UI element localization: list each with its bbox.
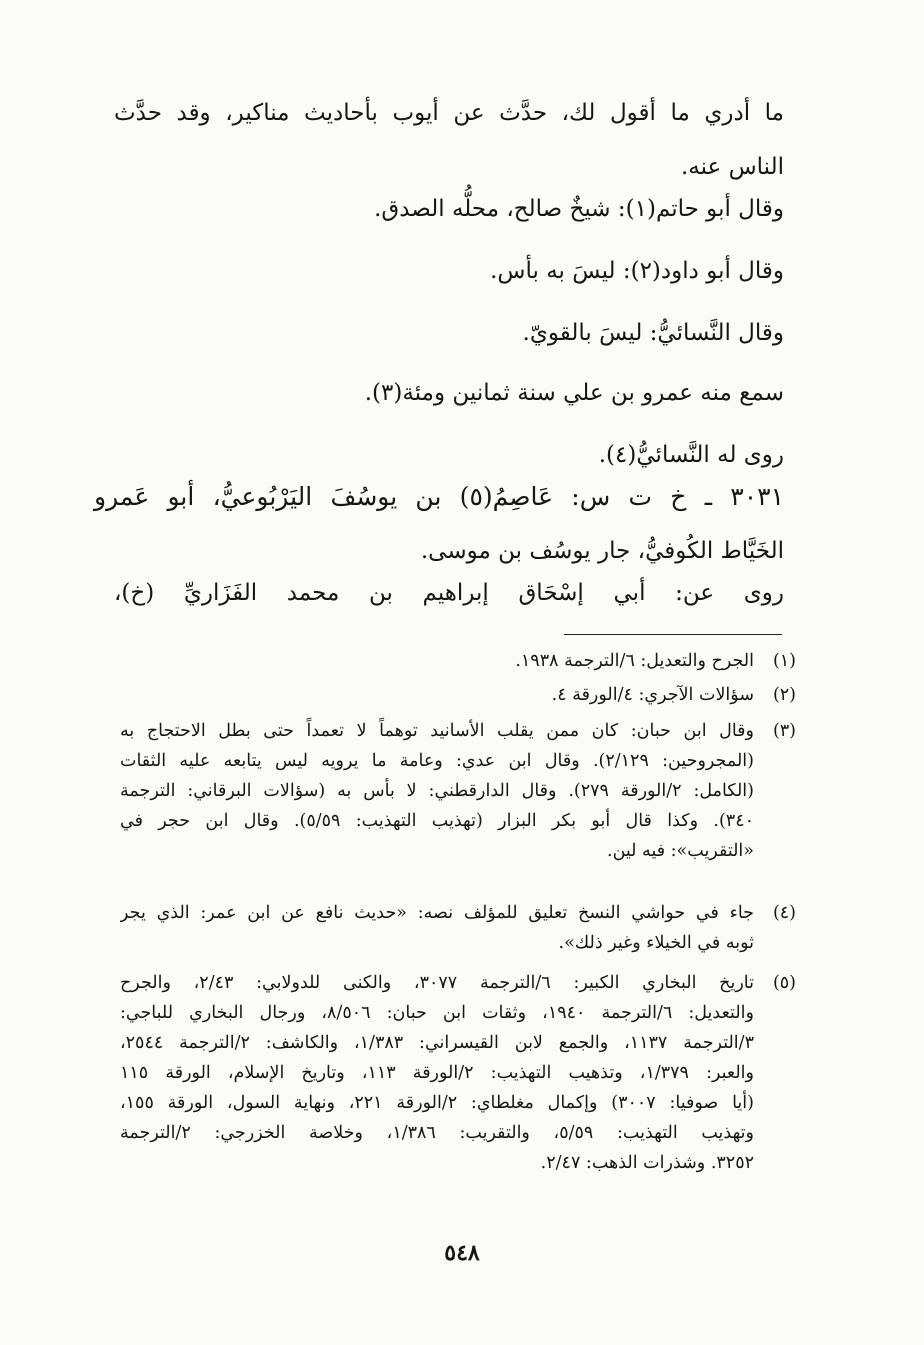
body-line-2: الناس عنه. — [680, 154, 784, 180]
footnote-line: ٣٤٠). وكذا قال أبو بكر البزار (تهذيب التهذيب: ٥/٥٩). وقال ابن حجر في — [120, 811, 754, 831]
footnote-line: (المجروحين: ٢/١٢٩). وقال ابن عدي: وعامة ما يرويه ليس يتابعه عليه الثقات — [120, 751, 754, 771]
footnote-line: الجرح والتعديل: ٦/الترجمة ١٩٣٨. — [515, 651, 754, 671]
footnote-number: (٤) — [772, 903, 796, 923]
footnote-line: ٣٢٥٢. وشذرات الذهب: ٢/٤٧. — [540, 1153, 754, 1173]
footnote-line: وتهذيب التهذيب: ٥/٥٩، والتقريب: ١/٣٨٦، وخلاصة الخزرجي: ٢/الترجمة — [120, 1123, 754, 1143]
footnote-separator — [564, 634, 782, 635]
body-line-1: ما أدري ما أقول لك، حدَّث عن أيوب بأحاديث مناكير، وقد حدَّث — [114, 100, 784, 126]
footnote-line: تاريخ البخاري الكبير: ٦/الترجمة ٣٠٧٧، والكنى للدولابي: ٢/٤٣، والجرح — [120, 973, 754, 993]
footnote-number: (١) — [772, 651, 796, 671]
body-line-4: وقال أبو داود(٢): ليسَ به بأس. — [490, 258, 784, 284]
footnote-1 — [120, 650, 796, 672]
footnote-3 — [120, 716, 796, 866]
footnote-4 — [120, 898, 796, 958]
footnote-line: جاء في حواشي النسخ تعليق للمؤلف نصه: «حديث نافع عن ابن عمر: الذي يجر — [120, 903, 754, 923]
footnote-line: والعبر: ١/٣٧٩، وتذهيب التهذيب: ٢/الورقة ١١٣، وتاريخ الإسلام، الورقة ١١٥ — [120, 1063, 754, 1083]
body-line-10: روى عن: أبي إسْحَاق إبراهيم بن محمد الفَزَاريِّ (خ)، — [114, 580, 784, 606]
footnote-2 — [120, 684, 796, 706]
body-line-5: وقال النَّسائيُّ: ليسَ بالقويّ. — [522, 320, 784, 346]
footnote-number: (٥) — [772, 973, 796, 993]
body-line-7: روى له النَّسائيُّ(٤). — [598, 442, 784, 468]
body-line-9: الخَيَّاط الكُوفيُّ، جار يوسُف بن موسى. — [420, 538, 784, 564]
footnote-line: «التقريب»: فيه لين. — [607, 841, 754, 861]
footnote-line: (الكامل: ٢/الورقة ٢٧٩). وقال الدارقطني: لا بأس به (سؤالات البرقاني: الترجمة — [120, 781, 754, 801]
footnote-number: (٣) — [772, 721, 796, 741]
footnote-line: سؤالات الآجري: ٤/الورقة ٤. — [551, 685, 754, 705]
page-number: ٥٤٨ — [444, 1240, 480, 1266]
footnote-line: وقال ابن حبان: كان ممن يقلب الأسانيد توهماً لا تعمداً حتى بطل الاحتجاج به — [120, 721, 754, 741]
footnote-5 — [120, 968, 796, 1178]
entry-heading-line: ٣٠٣١ ـ خ ت س: عَاصِمُ(٥) بن يوسُفَ اليَرْبُوعيُّ، أبو عَمرو — [94, 482, 785, 511]
body-line-3: وقال أبو حاتم(١): شيخٌ صالح، محلُّه الصدق. — [374, 196, 784, 222]
body-line-6: سمع منه عمرو بن علي سنة ثمانين ومئة(٣). — [364, 380, 784, 406]
footnote-number: (٢) — [772, 685, 796, 705]
footnote-line: (أيا صوفيا: ٣٠٠٧) وإكمال مغلطاي: ٢/الورقة ٢٢١، ونهاية السول، الورقة ١٥٥، — [120, 1093, 754, 1113]
footnote-line: ٣/الترجمة ١١٣٧، والجمع لابن القيسراني: ١/٣٨٣، والكاشف: ٢/الترجمة ٢٥٤٤، — [120, 1033, 754, 1053]
footnote-line: والتعديل: ٦/الترجمة ١٩٤٠، وثقات ابن حبان: ٨/٥٠٦، ورجال البخاري للباجي: — [120, 1003, 754, 1023]
footnote-line: ثوبه في الخيلاء وغير ذلك». — [558, 933, 754, 953]
